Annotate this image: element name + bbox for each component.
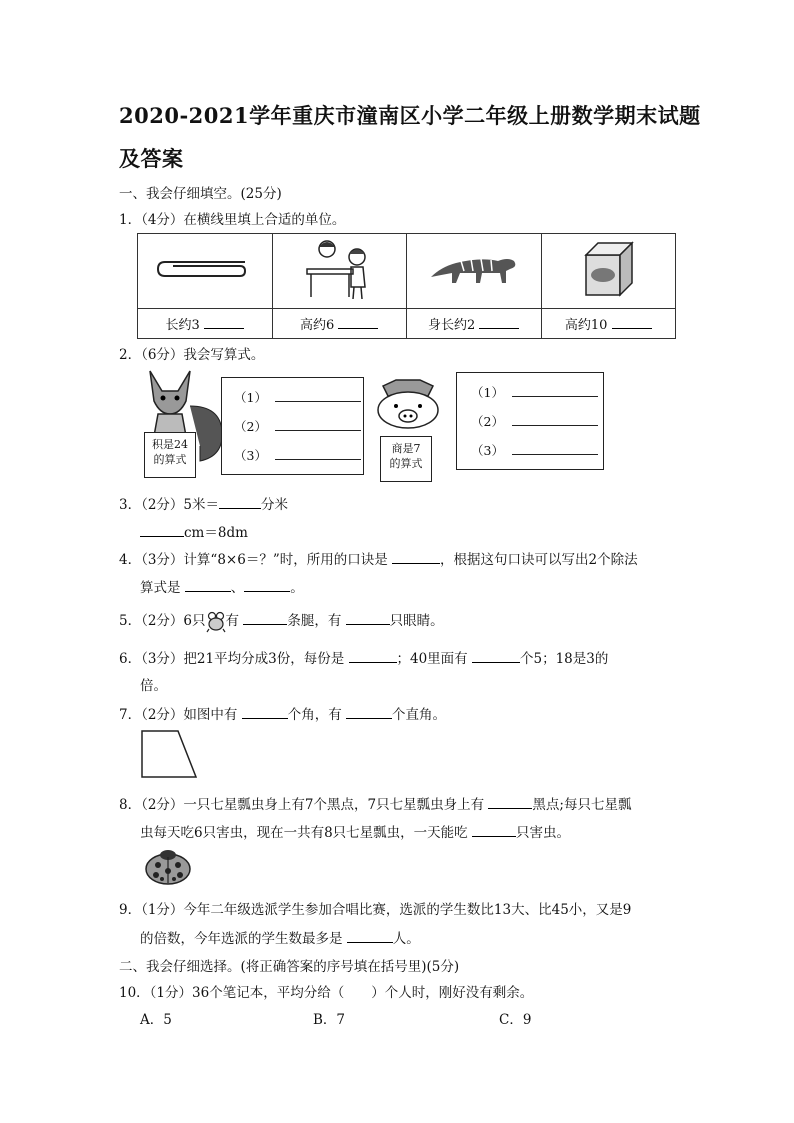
formula-line[interactable] — [275, 459, 361, 460]
answer-blank[interactable] — [347, 928, 393, 943]
section-heading-choice: 二、我会仔细选择。(将正确答案的序号填在括号里)(5分) — [119, 959, 460, 975]
unit-cell-4: 高约10 — [541, 309, 676, 339]
question-7-text: 7．（2分）如图中有 个角，有 个直角。 — [119, 703, 446, 723]
question-3-line2: cm＝8dm — [140, 521, 248, 541]
question-8-line2: 虫每天吃6只害虫，现在一共有8只七星瓢虫，一天能吃 只害虫。 — [140, 821, 570, 841]
right-formula-box: （1） （2） （3） — [456, 372, 604, 470]
tiger-icon — [407, 234, 542, 309]
question-4-line2: 算式是 、 。 — [140, 576, 304, 596]
page-title: 2020-2021学年重庆市潼南区小学二年级上册数学期末试题 — [119, 103, 701, 128]
question-8-text: 8．（2分）一只七星瓢虫身上有7个黑点，7只七星瓢虫身上有 黑点;每只七星瓢 — [119, 793, 631, 813]
question-1-text: 1．（4分）在横线里填上合适的单位。 — [119, 212, 346, 228]
box-icon — [541, 234, 676, 309]
answer-blank[interactable] — [392, 549, 440, 564]
unit-cell-2: 高约6 — [272, 309, 407, 339]
choice-a[interactable]: A．5 — [140, 1012, 172, 1028]
units-table — [137, 233, 676, 339]
question-6-line2: 倍。 — [140, 678, 167, 694]
answer-blank[interactable] — [243, 610, 287, 625]
answer-blank[interactable] — [472, 648, 520, 663]
question-2-text: 2．（6分）我会写算式。 — [119, 347, 265, 363]
answer-blank[interactable] — [488, 794, 532, 809]
quotient-7-sign: 商是7 的算式 — [380, 436, 432, 482]
formula-line[interactable] — [512, 425, 598, 426]
answer-blank[interactable] — [612, 314, 652, 329]
answer-blank[interactable] — [204, 314, 244, 329]
answer-blank[interactable] — [346, 704, 392, 719]
answer-blank[interactable] — [219, 494, 261, 509]
question-9-line2: 的倍数，今年选派的学生数最多是 人。 — [140, 927, 420, 947]
unit-cell-3: 身长约2 — [407, 309, 542, 339]
page-title-line2: 及答案 — [119, 146, 184, 171]
left-formula-box: （1） （2） （3） — [221, 377, 364, 475]
choice-b[interactable]: B．7 — [313, 1012, 346, 1028]
question-9-text: 9．（1分）今年二年级选派学生参加合唱比赛，选派的学生数比13大、比45小，又是9 — [119, 902, 632, 918]
section-heading-fill: 一、我会仔细填空。(25分) — [119, 186, 282, 202]
children-at-desk-icon — [272, 234, 407, 309]
answer-blank[interactable] — [349, 648, 397, 663]
formula-line[interactable] — [275, 430, 361, 431]
question-3-text: 3．（2分）5米＝ 分米 — [119, 493, 288, 513]
question-5-text: 5．（2分）6只 有 条腿，有 只眼睛。 — [119, 609, 444, 633]
answer-blank[interactable] — [140, 522, 184, 537]
answer-blank[interactable] — [472, 822, 516, 837]
answer-blank[interactable] — [479, 314, 519, 329]
trapezoid-figure — [138, 728, 200, 780]
question-6-text: 6．（3分）把21平均分成3份，每份是 ；40里面有 个5；18是3的 — [119, 647, 608, 667]
answer-blank[interactable] — [244, 577, 290, 592]
formula-line[interactable] — [275, 401, 361, 402]
question-4-text: 4．（3分）计算“8×6＝？”时，所用的口诀是 ，根据这句口诀可以写出2个除法 — [119, 548, 638, 568]
answer-blank[interactable] — [338, 314, 378, 329]
paperclip-icon — [138, 234, 273, 309]
frog-icon — [206, 611, 226, 633]
product-24-sign: 积是24 的算式 — [144, 432, 196, 478]
question-10-text: 10．（1分）36个笔记本，平均分给（ ）个人时，刚好没有剩余。 — [119, 985, 534, 1001]
choice-c[interactable]: C．9 — [499, 1012, 532, 1028]
answer-blank[interactable] — [346, 610, 390, 625]
formula-line[interactable] — [512, 454, 598, 455]
answer-blank[interactable] — [185, 577, 231, 592]
ladybug-icon — [140, 845, 196, 887]
formula-line[interactable] — [512, 396, 598, 397]
answer-blank[interactable] — [242, 704, 288, 719]
unit-cell-1: 长约3 — [138, 309, 273, 339]
